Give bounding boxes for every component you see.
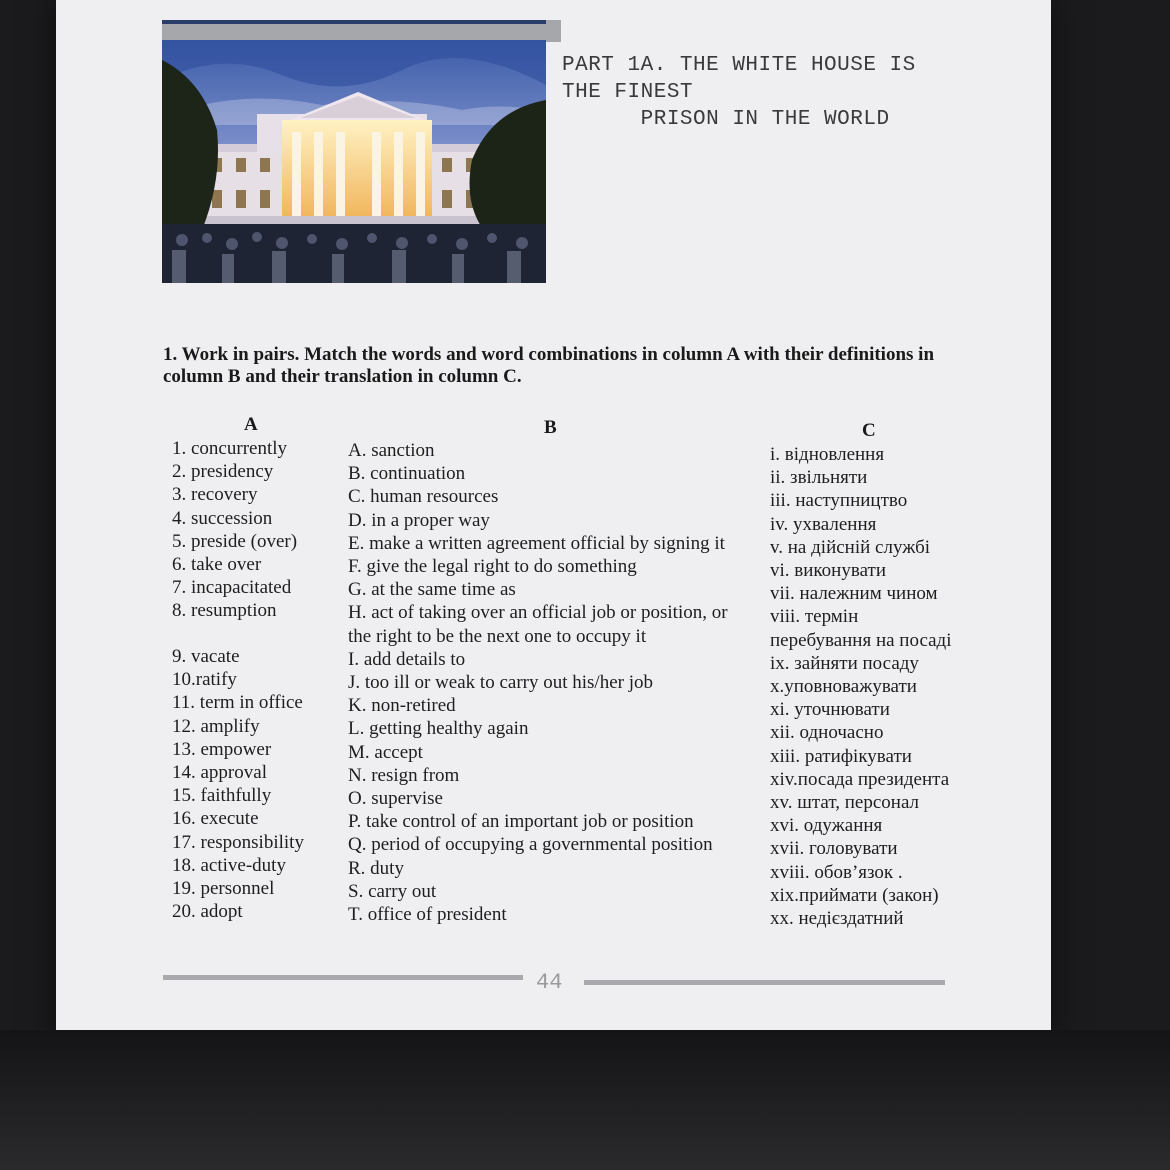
task-instruction: 1. Work in pairs. Match the words and word combinations in column A with their definitions in column B and their translation in column C. — [163, 344, 935, 387]
column-c-item: xviii. обов’язок . — [770, 861, 903, 883]
column-b-item: N. resign from — [348, 764, 460, 786]
column-a-item: 5. preside (over) — [172, 530, 298, 552]
column-a-item: 8. resumption — [172, 600, 277, 622]
column-c-item: xvi. одужання — [770, 815, 883, 837]
column-a-item: 7. incapacitated — [172, 577, 292, 599]
column-b-header: B — [544, 417, 557, 438]
column-a-item: 6. take over — [172, 554, 262, 576]
part-title — [562, 52, 916, 133]
column-a-item: 11. term in office — [172, 692, 303, 714]
page-number: 44 — [536, 970, 563, 995]
column-c-item: ix. зайняти посаду — [770, 652, 919, 674]
column-c-item: ii. звільняти — [770, 467, 868, 489]
column-b-item: T. office of president — [348, 904, 507, 926]
column-a-item: 2. presidency — [172, 461, 274, 483]
column-b-item: D. in a proper way — [348, 509, 490, 531]
column-a-item: 9. vacate — [172, 646, 240, 667]
column-b-item: P. take control of an important job or position — [348, 811, 694, 833]
column-b-item: J. too ill or weak to carry out his/her job — [348, 672, 653, 694]
column-b-item: S. carry out — [348, 880, 437, 902]
column-a-continued — [172, 645, 304, 923]
part-title-line-1: PART 1A. THE WHITE HOUSE IS — [562, 54, 916, 77]
column-a-item: 15. faithfully — [172, 785, 272, 807]
column-c — [770, 443, 952, 930]
column-b-item: E. make a written agreement official by signing it — [348, 532, 725, 554]
column-c-item: vi. виконувати — [770, 560, 886, 582]
column-a-item: 1. concurrently — [172, 438, 288, 459]
column-c-item: xvii. головувати — [770, 838, 898, 860]
column-c-header: C — [862, 420, 876, 441]
column-b-item: R. duty — [348, 857, 404, 879]
column-c-item: vii. належним чином — [770, 583, 938, 605]
column-b-item: I. add details to — [348, 648, 466, 670]
column-c-item: xiv.посада президента — [770, 768, 950, 790]
screen-bezel — [0, 1030, 1170, 1170]
column-b-item: the right to be the next one to occupy it — [348, 625, 647, 647]
column-b-item: G. at the same time as — [348, 579, 516, 601]
column-b — [348, 439, 728, 926]
column-b-item: M. accept — [348, 741, 423, 763]
part-title-line-2: THE FINEST — [562, 81, 694, 104]
column-a-header: A — [244, 414, 258, 435]
column-a-item: 13. empower — [172, 738, 272, 760]
column-b-item: B. continuation — [348, 463, 466, 485]
column-a-item: 10.ratify — [172, 669, 237, 691]
column-a-item: 17. responsibility — [172, 831, 304, 853]
column-c-item: xix.приймати (закон) — [770, 884, 939, 906]
column-c-item: xv. штат, персонал — [770, 792, 920, 814]
column-b-item: Q. period of occupying a governmental position — [348, 834, 713, 856]
column-c-item: xiii. ратифікувати — [770, 745, 912, 767]
column-c-item: xii. одночасно — [770, 722, 884, 744]
column-b-item: F. give the legal right to do something — [348, 556, 637, 578]
column-a — [172, 437, 297, 623]
column-a-item: 18. active-duty — [172, 854, 286, 876]
column-c-item: xx. недієздатний — [770, 908, 904, 930]
column-a-item: 19. personnel — [172, 878, 275, 900]
column-b-item: L. getting healthy again — [348, 718, 529, 740]
column-c-item: x.уповноважувати — [770, 676, 917, 698]
column-c-item: iv. ухвалення — [770, 513, 877, 535]
column-a-item: 3. recovery — [172, 484, 258, 506]
column-a-item: 14. approval — [172, 762, 267, 784]
footer-divider-right — [584, 980, 945, 985]
column-b-item: A. sanction — [348, 440, 435, 461]
column-c-item: xi. уточнювати — [770, 699, 890, 721]
column-a-item: 4. succession — [172, 507, 273, 529]
column-c-item: iii. наступництво — [770, 490, 908, 512]
column-c-item: i. відновлення — [770, 444, 885, 465]
footer-divider-left — [163, 975, 523, 980]
column-c-item: viii. термін — [770, 606, 859, 628]
column-b-item: O. supervise — [348, 788, 443, 810]
column-a-item: 12. amplify — [172, 715, 260, 737]
column-b-item: C. human resources — [348, 486, 499, 508]
column-c-item: перебування на посаді — [770, 629, 952, 651]
column-a-item: 20. adopt — [172, 901, 243, 923]
white-house-photo — [162, 40, 546, 283]
photo-frame-edge — [162, 20, 546, 24]
part-title-line-3: PRISON IN THE WORLD — [562, 108, 890, 131]
column-b-item: H. act of taking over an official job or position, or — [348, 602, 728, 624]
column-c-item: v. на дійсній службі — [770, 536, 931, 558]
column-a-item: 16. execute — [172, 808, 259, 830]
column-b-item: K. non-retired — [348, 695, 456, 717]
